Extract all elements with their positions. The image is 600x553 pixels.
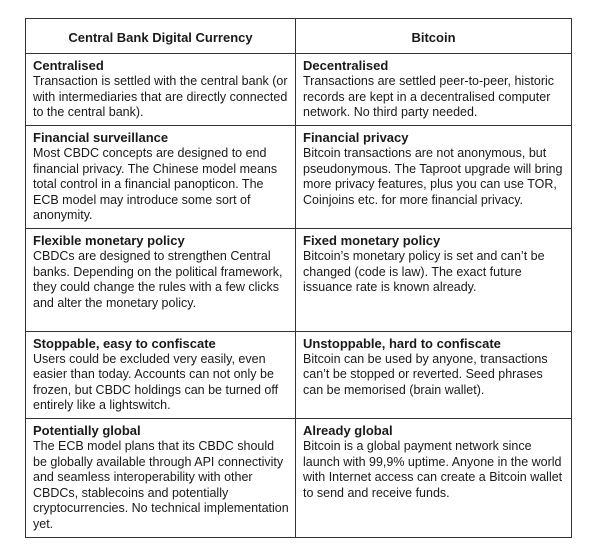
- cbdc-cell-title: Potentially global: [33, 423, 141, 439]
- bitcoin-cell-title: Decentralised: [303, 58, 389, 73]
- table-header-row: [26, 19, 572, 54]
- bitcoin-cell: [296, 126, 572, 229]
- cbdc-cell-body: Transaction is settled with the central bank (or with intermediaries that are directly connected to the central bank).: [33, 74, 288, 119]
- bitcoin-cell-body: Bitcoin transactions are not anonymous, but pseudonymous. The Taproot upgrade will bring more privacy features, plus you can use TOR, Coinjoins etc. for more financial privacy.: [303, 146, 563, 207]
- cbdc-cell-title: Flexible monetary policy: [33, 233, 185, 249]
- bitcoin-cell: [296, 419, 572, 538]
- bitcoin-cell-body: Bitcoin’s monetary policy is set and can’t be changed (code is law). The exact future issuance rate is known already.: [303, 249, 545, 295]
- bitcoin-cell-body: Bitcoin is a global payment network since launch with 99,9% uptime. Anyone in the world with Internet access can create a Bitcoin wallet to send and receive funds.: [303, 439, 563, 500]
- table-row: [26, 54, 572, 126]
- cbdc-cell: [26, 54, 296, 126]
- table-row: [26, 419, 572, 538]
- bitcoin-cell-title: Already global: [303, 423, 393, 439]
- header-cbdc: Central Bank Digital Currency: [26, 19, 296, 54]
- cbdc-cell: [26, 331, 296, 418]
- bitcoin-cell: [296, 54, 572, 126]
- bitcoin-cell-title: Financial privacy: [303, 130, 409, 146]
- cbdc-cell-title: Financial surveillance: [33, 130, 169, 146]
- bitcoin-cell: [296, 229, 572, 332]
- cbdc-cell: [26, 419, 296, 538]
- cbdc-cell-body: CBDCs are designed to strengthen Central banks. Depending on the political framework, they could change the rules with a few clicks and alter the monetary policy.: [33, 249, 283, 310]
- table-row: [26, 126, 572, 229]
- bitcoin-cell-body: Transactions are settled peer-to-peer, historic records are kept in a decentralised computer network. No third party needed.: [303, 74, 555, 119]
- cbdc-cell-body: Most CBDC concepts are designed to end financial privacy. The Chinese model means total control in a financial panopticon. The ECB model may introduce some sort of anonymity.: [33, 146, 278, 223]
- header-bitcoin: Bitcoin: [296, 19, 572, 54]
- bitcoin-cell-title: Fixed monetary policy: [303, 233, 441, 249]
- bitcoin-cell-title: Unstoppable, hard to confiscate: [303, 335, 501, 351]
- bitcoin-cell-body: Bitcoin can be used by anyone, transactions can’t be stopped or reverted. Seed phrases can be memorised (brain wallet).: [303, 351, 548, 397]
- comparison-table: [25, 18, 572, 538]
- cbdc-cell-body: Users could be excluded very easily, even easier than today. Accounts can not only be frozen, but CBDC holdings can be turned off entirely like a lightswitch.: [33, 351, 279, 413]
- bitcoin-cell: [296, 331, 572, 418]
- cbdc-cell-title: Centralised: [33, 58, 104, 73]
- comparison-table-container: [25, 18, 571, 538]
- table-row: [26, 331, 572, 418]
- table-row: [26, 229, 572, 332]
- cbdc-cell: [26, 229, 296, 332]
- cbdc-cell-title: Stoppable, easy to confiscate: [33, 335, 216, 351]
- cbdc-cell: [26, 126, 296, 229]
- cbdc-cell-body: The ECB model plans that its CBDC should be globally available through API connectivity and seamless interoperability with other CBDCs, stablecoins and potentially cryptocurrencies. No technical implementation yet.: [33, 439, 289, 531]
